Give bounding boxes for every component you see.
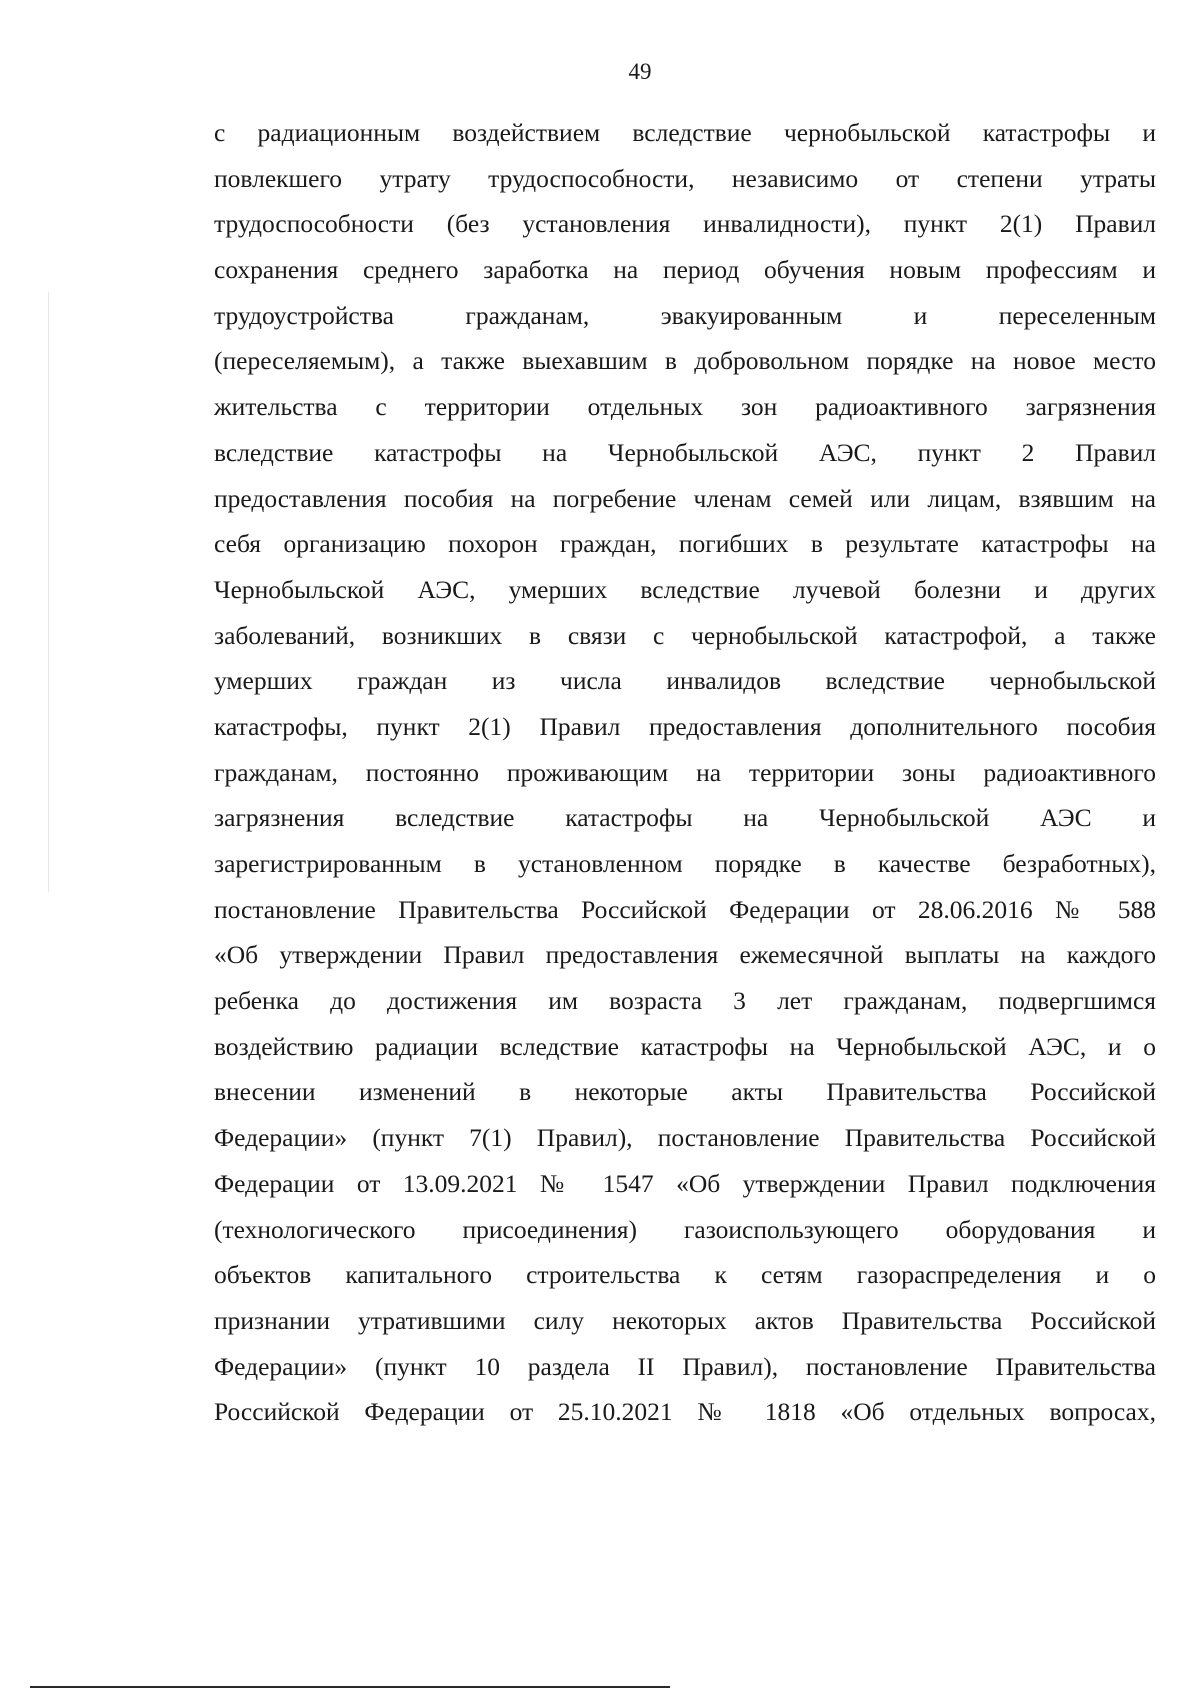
text-line: трудоустройства гражданам, эвакуированным и переселенным — [214, 300, 1156, 330]
page-number: 49 — [628, 59, 652, 84]
text-line: жительства с территории отдельных зон радиоактивного загрязнения — [214, 392, 1156, 422]
text-line: себя организацию похорон граждан, погибших в результате катастрофы на — [214, 529, 1156, 559]
text-line: катастрофы, пункт 2(1) Правил предоставления дополнительного пособия — [214, 711, 1156, 741]
text-line: Федерации от 13.09.2021 № 1547 «Об утверждении Правил подключения — [214, 1168, 1156, 1198]
text-line: (переселяемым), а также выехавшим в добровольном порядке на новое место — [214, 346, 1156, 376]
bottom-rule — [30, 1686, 670, 1688]
text-line: Федерации» (пункт 10 раздела II Правил), постановление Правительства — [214, 1351, 1156, 1381]
text-line: заболеваний, возникших в связи с чернобыльской катастрофой, а также — [214, 620, 1156, 650]
text-line: Российской Федерации от 25.10.2021 № 1818 «Об отдельных вопросах, — [214, 1397, 1156, 1427]
text-line: (технологического присоединения) газоиспользующего оборудования и — [214, 1214, 1156, 1244]
text-line: признании утратившими силу некоторых актов Правительства Российской — [214, 1305, 1156, 1335]
text-line: загрязнения вследствие катастрофы на Чернобыльской АЭС и — [214, 803, 1156, 833]
text-line: повлекшего утрату трудоспособности, независимо от степени утраты — [214, 163, 1156, 193]
body-text — [214, 110, 1156, 1435]
text-line: постановление Правительства Российской Федерации от 28.06.2016 № 588 — [214, 894, 1156, 924]
text-line: объектов капитального строительства к сетям газораспределения и о — [214, 1260, 1156, 1290]
text-line: Чернобыльской АЭС, умерших вследствие лучевой болезни и других — [214, 574, 1156, 604]
text-line: трудоспособности (без установления инвалидности), пункт 2(1) Правил — [214, 209, 1156, 239]
text-line: предоставления пособия на погребение членам семей или лицам, взявшим на — [214, 483, 1156, 513]
text-line: внесении изменений в некоторые акты Правительства Российской — [214, 1077, 1156, 1107]
text-line: «Об утверждении Правил предоставления ежемесячной выплаты на каждого — [214, 940, 1156, 970]
text-line: сохранения среднего заработка на период обучения новым профессиям и — [214, 255, 1156, 285]
text-line: ребенка до достижения им возраста 3 лет гражданам, подвергшимся — [214, 986, 1156, 1016]
text-line: гражданам, постоянно проживающим на территории зоны радиоактивного — [214, 757, 1156, 787]
text-line: с радиационным воздействием вследствие чернобыльской катастрофы и — [214, 118, 1156, 147]
text-line: Федерации» (пункт 7(1) Правил), постановление Правительства Российской — [214, 1123, 1156, 1153]
text-line: зарегистрированным в установленном порядке в качестве безработных), — [214, 849, 1156, 878]
scan-margin-mark — [48, 292, 49, 892]
text-line: умерших граждан из числа инвалидов вследствие чернобыльской — [214, 666, 1156, 696]
text-line: вследствие катастрофы на Чернобыльской АЭС, пункт 2 Правил — [214, 437, 1156, 467]
text-line: воздействию радиации вследствие катастрофы на Чернобыльской АЭС, и о — [214, 1031, 1156, 1061]
